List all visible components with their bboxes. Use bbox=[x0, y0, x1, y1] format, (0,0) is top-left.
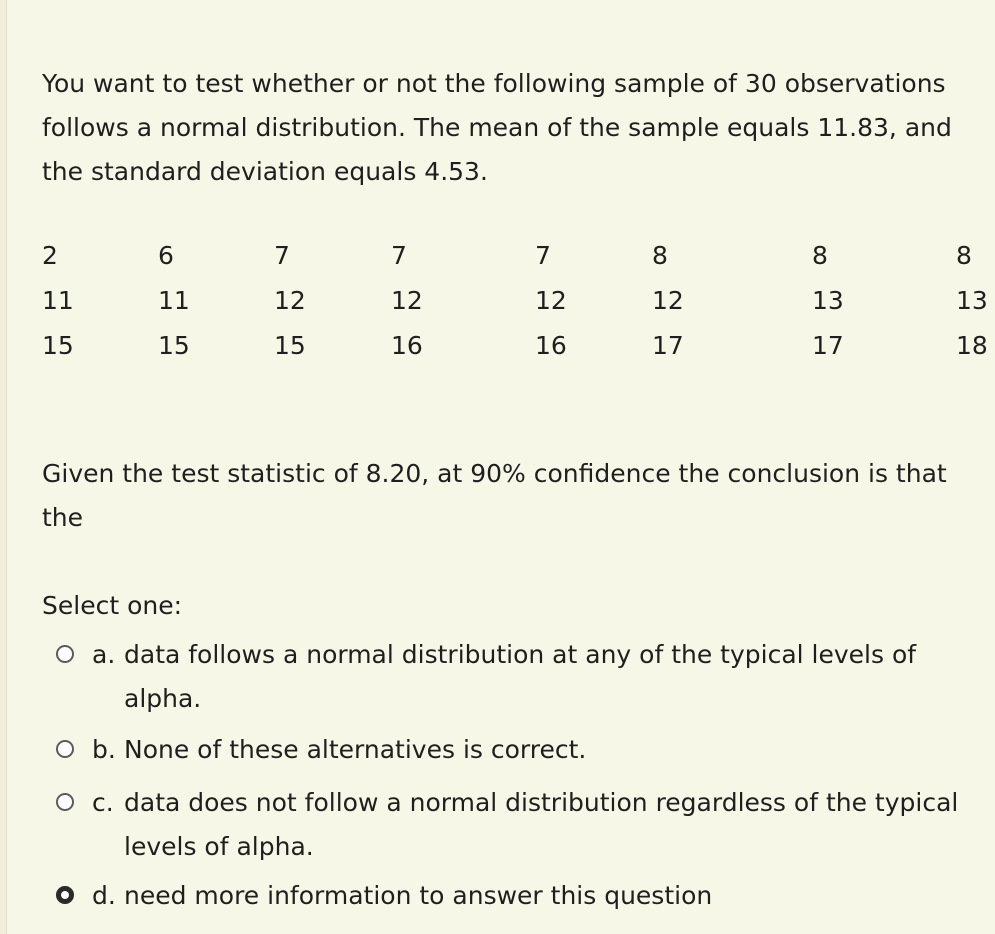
radio-button-d[interactable] bbox=[56, 886, 74, 904]
data-cell: 6 bbox=[158, 241, 174, 270]
data-cell: 13 bbox=[956, 286, 988, 315]
data-cell: 12 bbox=[652, 286, 684, 315]
option-letter: b. bbox=[92, 735, 116, 764]
data-cell: 16 bbox=[535, 331, 567, 360]
data-cell: 12 bbox=[391, 286, 423, 315]
page-left-border bbox=[0, 0, 7, 934]
data-cell: 15 bbox=[42, 331, 74, 360]
data-cell: 8 bbox=[652, 241, 668, 270]
data-cell: 7 bbox=[274, 241, 290, 270]
data-cell: 7 bbox=[391, 241, 407, 270]
option-letter: d. bbox=[92, 881, 116, 910]
data-cell: 17 bbox=[812, 331, 844, 360]
data-cell: 12 bbox=[274, 286, 306, 315]
answer-options bbox=[56, 633, 986, 918]
data-cell: 13 bbox=[812, 286, 844, 315]
radio-button-c[interactable] bbox=[56, 793, 74, 811]
option-letter: c. bbox=[92, 788, 114, 817]
question-text: You want to test whether or not the following sample of 30 observations follows a normal distribution. The mean of the sample equals 11.83, and the standard deviation equals 4.53. bbox=[42, 69, 952, 186]
option-a[interactable] bbox=[56, 633, 986, 721]
data-row-3 bbox=[0, 323, 995, 368]
data-cell: 15 bbox=[158, 331, 190, 360]
data-row-1 bbox=[0, 233, 995, 278]
data-cell: 15 bbox=[274, 331, 306, 360]
option-b-body bbox=[92, 728, 962, 772]
option-d[interactable] bbox=[56, 874, 986, 918]
data-cell: 8 bbox=[812, 241, 828, 270]
option-text: None of these alternatives is correct. bbox=[124, 735, 587, 764]
sample-data-table bbox=[0, 233, 995, 368]
data-cell: 18 bbox=[956, 331, 988, 360]
radio-button-a[interactable] bbox=[56, 645, 74, 663]
option-text: need more information to answer this question bbox=[124, 881, 713, 910]
option-c-body bbox=[92, 781, 962, 869]
data-cell: 7 bbox=[535, 241, 551, 270]
data-cell: 11 bbox=[42, 286, 74, 315]
option-d-body bbox=[92, 874, 962, 918]
option-a-body bbox=[92, 633, 962, 721]
data-cell: 11 bbox=[158, 286, 190, 315]
data-cell: 2 bbox=[42, 241, 58, 270]
option-b[interactable] bbox=[56, 728, 986, 772]
option-letter: a. bbox=[92, 640, 116, 669]
data-cell: 12 bbox=[535, 286, 567, 315]
option-c[interactable] bbox=[56, 781, 986, 869]
conclusion-text: Given the test statistic of 8.20, at 90% confidence the conclusion is that the bbox=[42, 459, 947, 532]
data-cell: 8 bbox=[956, 241, 972, 270]
data-cell: 17 bbox=[652, 331, 684, 360]
data-cell: 16 bbox=[391, 331, 423, 360]
data-row-2 bbox=[0, 278, 995, 323]
option-text: data follows a normal distribution at any of the typical levels of alpha. bbox=[124, 640, 917, 713]
select-one-label: Select one: bbox=[42, 591, 183, 620]
radio-button-b[interactable] bbox=[56, 740, 74, 758]
option-text: data does not follow a normal distribution regardless of the typical levels of alpha. bbox=[124, 788, 959, 861]
